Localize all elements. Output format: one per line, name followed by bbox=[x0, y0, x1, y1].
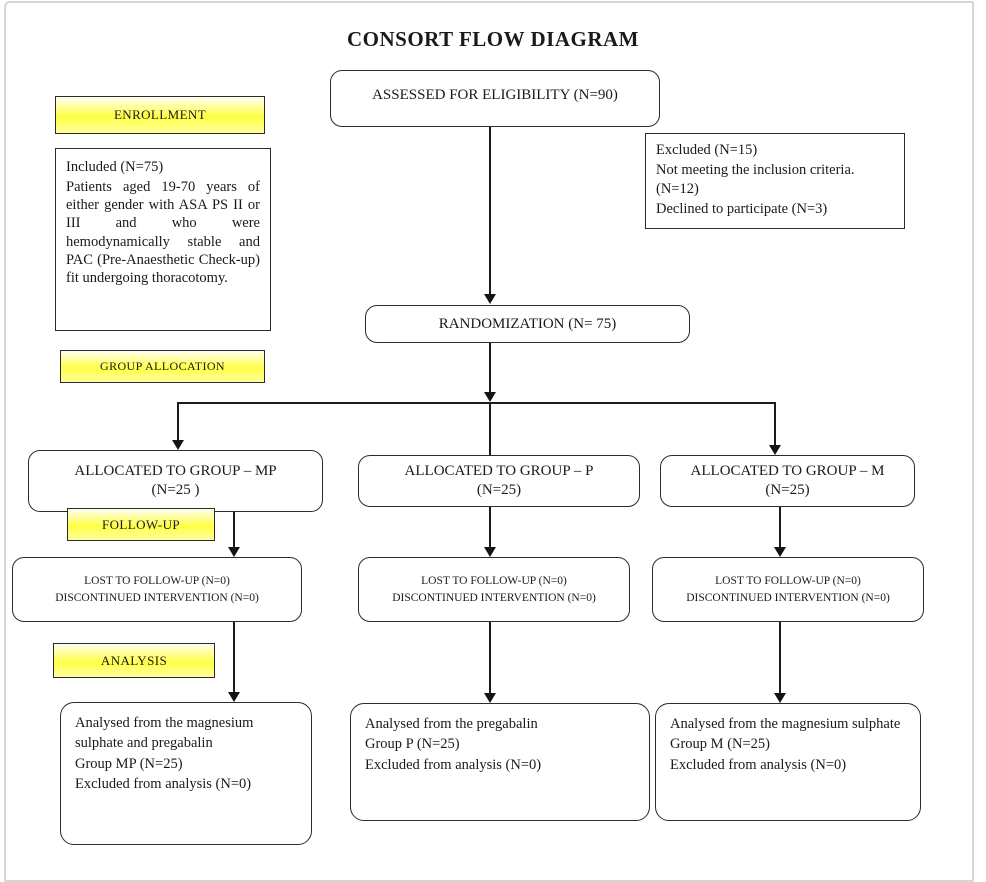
analysis-p-box bbox=[350, 703, 650, 821]
analysis-p-line2: Group P (N=25) bbox=[365, 736, 460, 753]
branch-right-line bbox=[774, 402, 776, 445]
diagram-title: CONSORT FLOW DIAGRAM bbox=[346, 27, 639, 51]
included-criteria-box bbox=[55, 148, 271, 331]
allocated-m-line2: (N=25) bbox=[765, 482, 810, 498]
arrow-line-mp-analysis bbox=[233, 622, 235, 692]
arrowhead-randomization bbox=[484, 294, 496, 304]
arrow-line-m-analysis bbox=[779, 622, 781, 693]
allocated-mp-line1: ALLOCATED TO GROUP – MP bbox=[74, 463, 277, 480]
arrowhead-m-followup bbox=[774, 547, 786, 557]
follow-up-stage-text: FOLLOW-UP bbox=[102, 516, 180, 532]
enrollment-stage-label bbox=[55, 96, 265, 134]
branch-horizontal-line bbox=[177, 402, 776, 404]
analysis-mp-line3: Excluded from analysis (N=0) bbox=[75, 775, 252, 792]
analysis-mp-line2: Group MP (N=25) bbox=[75, 755, 183, 772]
arrow-line-m-followup bbox=[779, 507, 781, 548]
arrow-line-assessed-to-randomization bbox=[489, 127, 491, 294]
followup-p-line2: DISCONTINUED INTERVENTION (N=0) bbox=[392, 591, 596, 604]
analysis-mp-line1: Analysed from the magnesium sulphate and pregabalin bbox=[75, 715, 254, 752]
followup-m-line1: LOST TO FOLLOW-UP (N=0) bbox=[715, 574, 861, 587]
analysis-p-line1: Analysed from the pregabalin bbox=[365, 716, 538, 732]
followup-p-box bbox=[358, 557, 630, 622]
branch-left-arrowhead bbox=[172, 440, 184, 450]
arrow-line-p-followup bbox=[489, 507, 491, 548]
followup-m-box bbox=[652, 557, 924, 622]
arrowhead-mp-analysis bbox=[228, 692, 240, 702]
analysis-m-line1: Analysed from the magnesium sulphate bbox=[670, 716, 901, 732]
excluded-line-3: (N=12) bbox=[656, 181, 699, 198]
arrowhead-mp-followup bbox=[228, 547, 240, 557]
analysis-stage-label bbox=[53, 643, 215, 678]
followup-mp-line1: LOST TO FOLLOW-UP (N=0) bbox=[84, 574, 230, 587]
included-heading: Included (N=75) bbox=[66, 159, 164, 175]
excluded-box bbox=[645, 133, 905, 229]
group-allocation-stage-label bbox=[60, 350, 265, 383]
assessed-eligibility-box bbox=[330, 70, 660, 127]
allocated-m-line1: ALLOCATED TO GROUP – M bbox=[690, 463, 885, 480]
arrow-line-mp-followup bbox=[233, 512, 235, 548]
excluded-line-4: Declined to participate (N=3) bbox=[656, 200, 828, 217]
followup-mp-box bbox=[12, 557, 302, 622]
group-allocation-stage-text: GROUP ALLOCATION bbox=[100, 359, 225, 373]
branch-stem-line bbox=[489, 343, 491, 393]
branch-right-arrowhead bbox=[769, 445, 781, 455]
excluded-line-2: Not meeting the inclusion criteria. bbox=[656, 161, 855, 178]
follow-up-stage-label bbox=[67, 508, 215, 541]
assessed-eligibility-text: ASSESSED FOR ELIGIBILITY (N=90) bbox=[372, 87, 618, 103]
randomization-box bbox=[365, 305, 690, 343]
arrowhead-p-analysis bbox=[484, 693, 496, 703]
allocated-p-line2: (N=25) bbox=[476, 482, 522, 498]
enrollment-stage-text: ENROLLMENT bbox=[113, 107, 207, 122]
analysis-m-box bbox=[655, 703, 921, 821]
analysis-mp-box bbox=[60, 702, 312, 845]
followup-p-line1: LOST TO FOLLOW-UP (N=0) bbox=[421, 574, 567, 587]
branch-stem-arrowhead bbox=[484, 392, 496, 402]
arrowhead-p-followup bbox=[484, 547, 496, 557]
arrow-line-p-analysis bbox=[489, 622, 491, 693]
analysis-stage-text: ANALYSIS bbox=[100, 652, 168, 668]
randomization-text: RANDOMIZATION (N= 75) bbox=[438, 315, 617, 332]
allocated-group-mp-box bbox=[28, 450, 323, 512]
included-body: Patients aged 19-70 years of either gender with ASA PS II or III and who were hemodynamically stable and PAC (Pre-Anaesthetic Check-up) fit undergoing thoracotomy. bbox=[66, 179, 260, 286]
allocated-mp-line2: (N=25 ) bbox=[151, 482, 200, 498]
analysis-m-line3: Excluded from analysis (N=0) bbox=[670, 756, 847, 773]
excluded-line-1: Excluded (N=15) bbox=[656, 142, 758, 158]
arrowhead-m-analysis bbox=[774, 693, 786, 703]
analysis-m-line2: Group M (N=25) bbox=[670, 736, 770, 753]
followup-m-line2: DISCONTINUED INTERVENTION (N=0) bbox=[686, 591, 890, 604]
allocated-group-m-box bbox=[660, 455, 915, 507]
allocated-group-p-box bbox=[358, 455, 640, 507]
followup-mp-line2: DISCONTINUED INTERVENTION (N=0) bbox=[55, 591, 259, 604]
allocated-p-line1: ALLOCATED TO GROUP – P bbox=[404, 463, 594, 480]
branch-left-line bbox=[177, 402, 179, 442]
branch-center-line bbox=[489, 402, 491, 455]
analysis-p-line3: Excluded from analysis (N=0) bbox=[365, 756, 542, 773]
